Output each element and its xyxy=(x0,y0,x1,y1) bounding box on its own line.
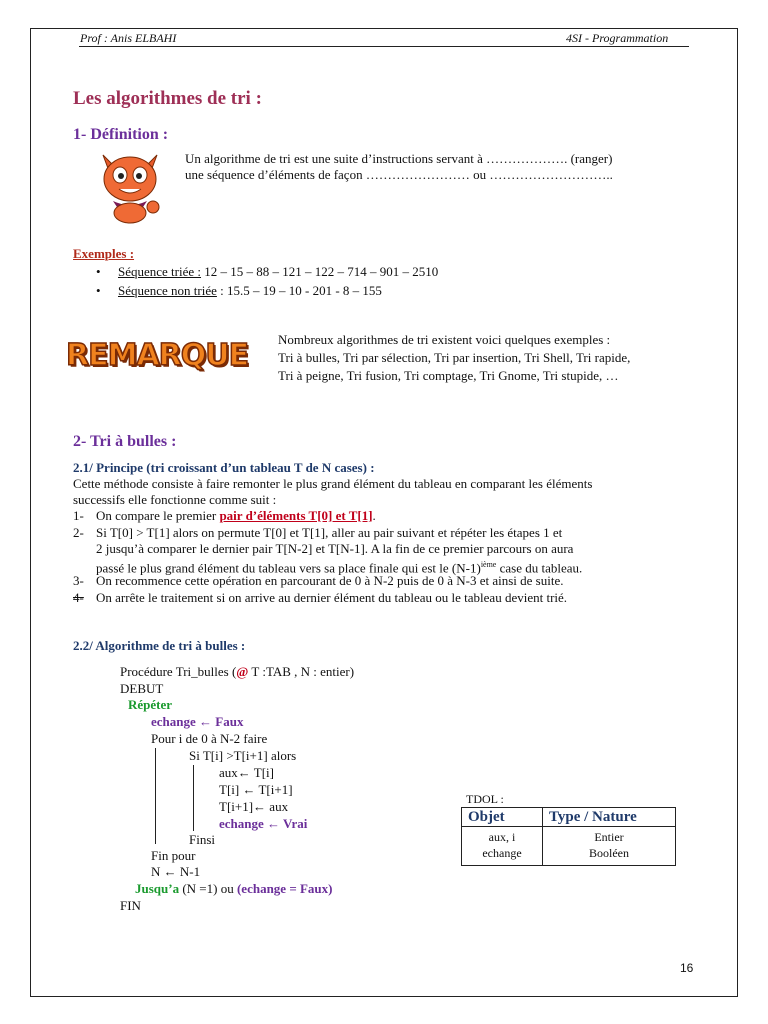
algo-fin: FIN xyxy=(120,898,141,913)
definition-line-2: une séquence d’éléments de façon …………………… ou ……………………….. xyxy=(185,167,613,182)
tdol-table xyxy=(461,807,676,866)
principle-heading: 2.1/ Principe (tri croissant d’un tableau T de N cases) : xyxy=(73,460,375,475)
tdol-col-objet: Objet xyxy=(462,808,543,827)
step-2-number: 2- xyxy=(73,525,84,540)
bullet-icon: • xyxy=(96,264,101,279)
intro-line-2: successifs elle fonctionne comme suit : xyxy=(73,492,277,507)
step-4-text: On arrête le traitement si on arrive au dernier élément du tableau ou le tableau devient trié. xyxy=(96,590,568,605)
intro-line-1: Cette méthode consiste à faire remonter le plus grand élément du tableau en comparant les éléments xyxy=(73,476,593,491)
header-divider xyxy=(79,46,689,47)
algo-si: Si T[i] >T[i+1] alors xyxy=(189,748,297,763)
step-2-line-3: passé le plus grand élément du tableau vers sa place finale qui est le $(N-1)^{ième}$ case du tableau. xyxy=(96,560,583,576)
step-1-text: On compare le premier pair d’éléments T[0] et T[1]. xyxy=(96,508,376,523)
algo-finsi: Finsi xyxy=(189,832,216,847)
algo-finpour: Fin pour xyxy=(151,848,196,863)
remarque-badge: REMARQUE xyxy=(66,338,249,373)
header-author: Prof : Anis ELBAHI xyxy=(80,31,177,45)
algo-ti: T[i] ← T[i+1] xyxy=(219,782,293,797)
table-row xyxy=(462,808,676,827)
page-number: 16 xyxy=(680,961,694,975)
mascot-image xyxy=(95,145,165,225)
example-label: Séquence triée : xyxy=(118,264,202,279)
step-3-text: On recommence cette opération en parcourant de 0 à N-2 puis de 0 à N-3 et ainsi de suite. xyxy=(96,573,564,588)
section1-heading: 1- Définition : xyxy=(73,126,169,143)
page-title: Les algorithmes de tri : xyxy=(73,88,262,109)
table-row xyxy=(462,827,676,866)
algo-repeter: Répéter xyxy=(128,697,173,712)
example-item xyxy=(96,264,439,280)
example-label: Séquence non triée xyxy=(118,283,217,298)
algo-echange-vrai: echange ← Vrai xyxy=(219,816,308,831)
step-4-number: 4- xyxy=(73,590,84,605)
remarque-line-3: Tri à peigne, Tri fusion, Tri comptage, Tri Gnome, Tri stupide, … xyxy=(278,368,619,383)
algo-echange-faux: echange ← Faux xyxy=(151,714,244,729)
step-2-line-1: Si T[0] > T[1] alors on permute T[0] et T[1], aller au pair suivant et répéter les étapes 1 et xyxy=(96,525,563,540)
tdol-objects: aux, i echange xyxy=(462,827,543,866)
tdol-label: TDOL : xyxy=(466,792,504,806)
algorithm-heading: 2.2/ Algorithme de tri à bulles : xyxy=(73,638,246,653)
example-value: 12 – 15 – 88 – 121 – 122 – 714 – 901 – 2510 xyxy=(201,264,439,279)
remarque-line-2: Tri à bulles, Tri par sélection, Tri par insertion, Tri Shell, Tri rapide, xyxy=(278,350,631,365)
examples-title: Exemples : xyxy=(73,246,135,261)
algo-aux: aux← T[i] xyxy=(219,765,274,780)
example-item xyxy=(96,283,382,299)
step-2-line-2: 2 jusqu’à comparer le dernier pair T[N-2] et T[N-1]. A la fin de ce premier parcours on aura xyxy=(96,541,574,556)
algo-si-block-bar xyxy=(193,765,194,831)
step-3-number: 3- xyxy=(73,573,84,588)
algo-debut: DEBUT xyxy=(120,681,164,696)
header-course: 4SI - Programmation xyxy=(566,31,669,45)
algo-n-decrement: N ← N-1 xyxy=(151,864,201,879)
algo-ti1: T[i+1]← aux xyxy=(219,799,289,814)
remarque-line-1: Nombreux algorithmes de tri existent voici quelques exemples : xyxy=(278,332,611,347)
example-value: : 15.5 – 19 – 10 - 201 - 8 – 155 xyxy=(216,283,382,298)
tdol-types: Entier Booléen xyxy=(543,827,676,866)
section2-heading: 2- Tri à bulles : xyxy=(73,433,177,450)
bullet-icon: • xyxy=(96,283,101,298)
step-1-number: 1- xyxy=(73,508,84,523)
algo-pour: Pour i de 0 à N-2 faire xyxy=(151,731,268,746)
algo-pour-block-bar xyxy=(155,748,156,844)
tdol-col-type: Type / Nature xyxy=(543,808,676,827)
algo-procedure: Procédure Tri_bulles (@ T :TAB , N : entier) xyxy=(120,664,355,679)
definition-line-1: Un algorithme de tri est une suite d’instructions servant à ………………. (ranger) xyxy=(185,151,613,166)
algo-jusqua: Jusqu’a (N =1) ou (echange = Faux) xyxy=(135,881,333,896)
